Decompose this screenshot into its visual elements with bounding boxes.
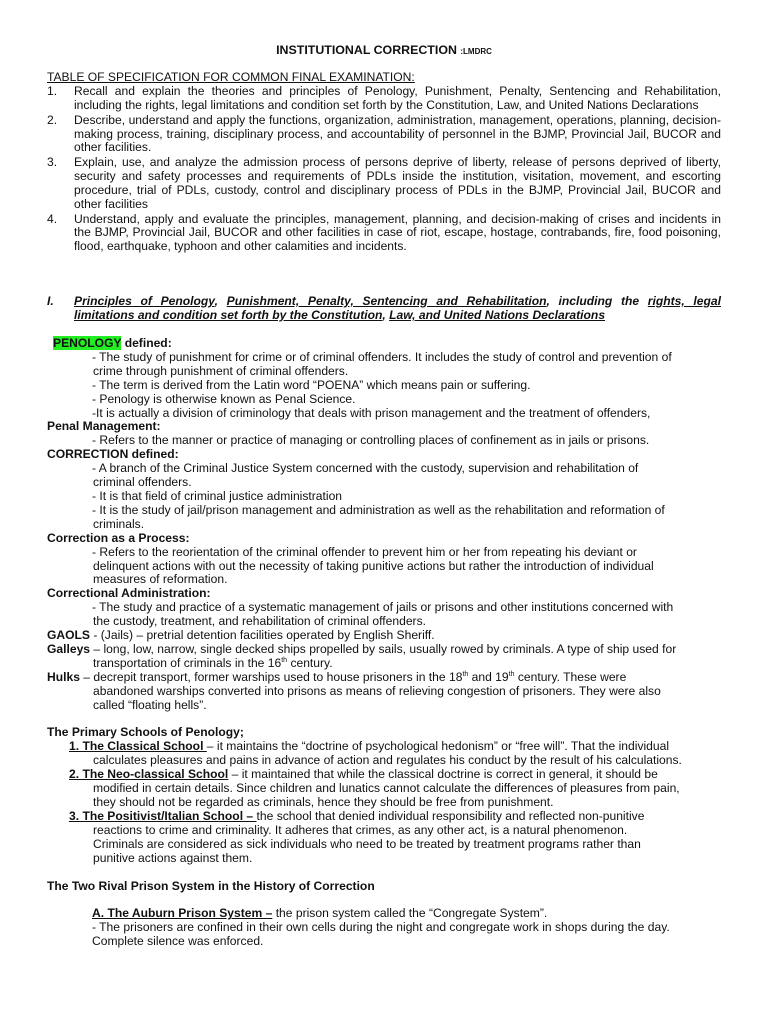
gaols-definition: GAOLS - (Jails) – pretrial detention facilities operated by English Sheriff. [47, 628, 435, 643]
spec-item: 1. Recall and explain the theories and principles of Penology, Punishment, Penalty, Sentencing and Rehabilitation, including the rights, legal limitations and condition set forth by the Constitution, Law, and United Nations Declarations [47, 84, 721, 112]
school-item: 1. The Classical School – it maintains the “doctrine of psychological hedonism” or “free will”. That the individual [69, 739, 670, 754]
school-item: 3. The Positivist/Italian School – the school that denied individual responsibility and reflected non-punitive [69, 808, 645, 823]
hulks-definition: Hulks – decrepit transport, former warships used to house prisoners in the 18th and 19th century. These were [47, 669, 627, 684]
rival-systems-heading: The Two Rival Prison System in the History of Correction [47, 878, 375, 893]
spec-item: 4. Understand, apply and evaluate the principles, management, planning, and decision-making of crises and incidents in the BJMP, Provincial Jail, BUCOR and other facilities in case of riot, escape, hostage, contrabands, fire, food poisoning, flood, earthquake, typhoon and other calamities and incidents. [47, 211, 721, 254]
penal-management-heading: Penal Management: [47, 419, 161, 434]
title-suffix: :LMDRC [460, 47, 492, 56]
galleys-definition: Galleys – long, low, narrow, single decked ships propelled by sails, usually rowed by criminals. A type of ship used for [47, 641, 677, 656]
auburn-system: A. The Auburn Prison System – the prison system called the “Congregate System”. [92, 906, 548, 921]
spec-list [47, 85, 721, 255]
correctional-admin-heading: Correctional Administration: [47, 586, 211, 601]
spec-item: 3. Explain, use, and analyze the admission process of persons deprive of liberty, release of persons deprived of liberty, security and safety processes and requirements of PDLs inside the institution, visitation, movement, and escorting procedure, trial of PDLs, custody, control and disciplinary process of PDLs in the BJMP, Provincial Jail, BUCOR and other facilities [47, 155, 721, 211]
section-heading: I. Principles of Penology, Punishment, Penalty, Sentencing and Rehabilitation, including the rights, legal limitations and condition set forth by the Constitution, Law, and United Nations Declarations [47, 294, 721, 322]
spec-heading: TABLE OF SPECIFICATION FOR COMMON FINAL EXAMINATION: [47, 70, 415, 84]
penology-heading: PENOLOGY defined: [53, 336, 172, 350]
correction-heading: CORRECTION defined: [47, 447, 179, 462]
schools-heading: The Primary Schools of Penology; [47, 725, 244, 740]
school-item: 2. The Neo-classical School – it maintained that while the classical doctrine is correct in general, it should be [69, 767, 658, 782]
correction-process-heading: Correction as a Process: [47, 530, 190, 545]
spec-item: 2. Describe, understand and apply the functions, organization, administration, management, operations, planning, decision-making process, training, disciplinary process, and accountability of personnel in the BJMP, Provincial Jail, BUCOR and other facilities. [47, 112, 721, 155]
document-body: PENOLOGY defined: - The study of punishment for crime or of criminal offenders. It includes the study of control and prevention of crime through punishment of criminal offenders. - The term is derived from the Latin word “POENA” which means pain or suffering. - Penology is otherwise known as Penal Science. -It is actually a division of criminology that deals with prison management and the treatment of offenders, Penal Management: - Refers to the manner or practice of managing or controlling places of confinement as in jails or prisons. CORRECTION defined: - A branch of the Criminal Justice System concerned with the custody, supervision and rehabilitation of criminal offenders. - It is that field of criminal justice administration - It is the study of jail/prison management and administration as well as the rehabilitation and reformation of criminals. Correction as a Process: - Refers to the reorientation of the criminal offender to prevent him or her from repeating his deviant or delinquent actions with out the necessity of taking punitive actions but rather the introduction of individual measures of reformation. Correctional Administration: - The study and practice of a systematic management of jails or prisons and other institutions concerned with the custody, treatment, and rehabilitation of criminal offenders. GAOLS - (Jails) – pretrial detention facilities operated by English Sheriff. Galleys – long, low, narrow, single decked ships propelled by sails, usually rowed by criminals. A type of ship used for transportation of criminals in the 16th century. Hulks – decrepit transport, former warships used to house prisoners in the 18th and 19th century. These were abandoned warships converted into prisons as means of relieving congestion of prisoners. They were also called “floating hells”. The Primary Schools of Penology; 1. The Classical School – it maintains the “doctrine of psychological hedonism” or “free will”. That the individual calculates pleasures and pains in advance of action and regulates his conduct by the result of his calculations. 2. The Neo-classical School – it maintained that while the classical doctrine is correct in general, it should be modified in certain details. Since children and lunatics cannot calculate the differences of pleasures from pain, they should not be regarded as criminals, hence they should be free from punishment. 3. The Positivist/Italian School – the school that denied individual responsibility and reflected non-punitive reactions to crime and criminality. It adheres that crimes, as any other act, is a natural phenomenon. Criminals are considered as sick individuals who need to be treated by treatment programs rather than punitive actions against them. The Two Rival Prison System in the History of Correction A. The Auburn Prison System – the prison system called the “Congregate System”. - The prisoners are confined in their own cells during the night and congregate work in shops during the day. Complete silence was enforced. [47, 337, 727, 949]
highlighted-term: PENOLOGY [53, 336, 122, 350]
document-title: INSTITUTIONAL CORRECTION :LMDRC [276, 43, 492, 57]
